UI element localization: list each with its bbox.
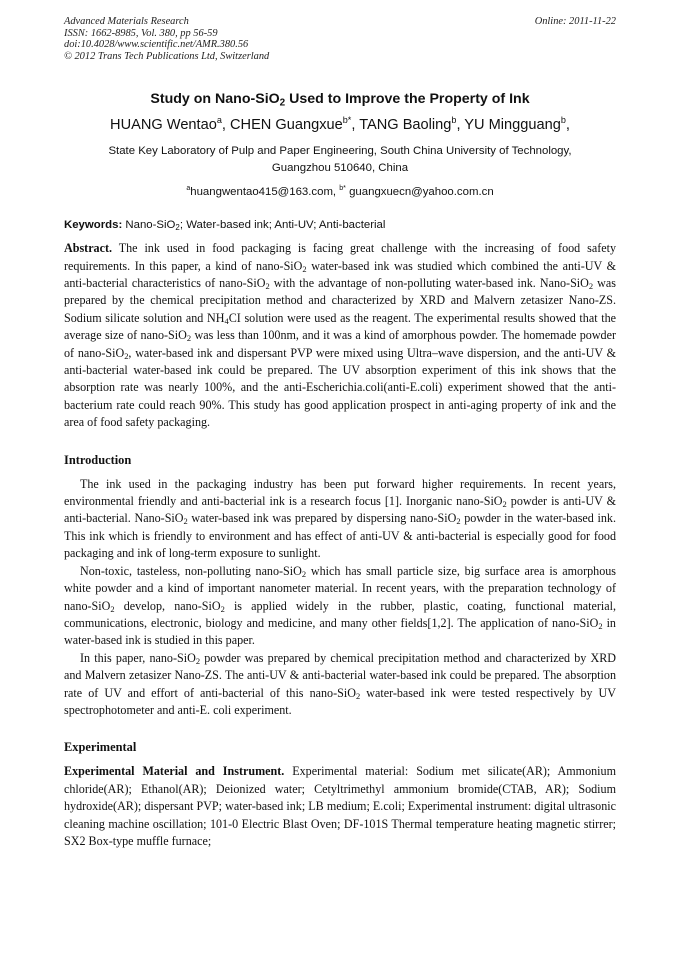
keywords-label: Keywords: [64,219,123,232]
doi-line: doi:10.4028/www.scientific.net/AMR.380.56 [64,39,249,51]
title-subscript: 2 [279,97,286,109]
affiliation [64,143,616,176]
section-heading-experimental: Experimental [64,740,137,755]
title-text: Study on Nano-SiO [150,91,280,108]
intro-paragraph: The ink used in the packaging industry has been put forward higher requirements. In recent years, environmental friendly and anti-bacterial ink is a research focus [1]. Inorganic nano-SiO$_2$ powder is anti-UV & anti-bacterial. Nano-SiO$_2$ water-based ink was prepared by dispersing nano-SiO$_2$ powder in the water-based ink. This ink which is friendly to environment and has effect of anti-UV & anti-bacterial is especially good for food packaging and ink of long-term exposure to sunlight. [64,476,617,561]
affiliation-line-1: State Key Laboratory of Pulp and Paper Engineering, South China University of Technology, [108,145,572,158]
keywords: Keywords: Nano-SiO$_2$; Water-based ink; Anti-UV; Anti-bacterial [64,219,386,233]
affiliation-line-2: Guangzhou 510640, China [271,161,409,174]
journal-name: Advanced Materials Research [64,16,189,27]
subsection-label: Experimental Material and Instrument. [64,764,285,779]
author: HUANG Wentao$^a$, [110,115,230,134]
abstract [64,240,616,431]
experimental-paragraph [64,763,616,850]
online-date: Online: 2011-11-22 [534,16,616,27]
copyright-line: © 2012 Trans Tech Publications Ltd, Switzerland [64,50,270,62]
email-b: guangxuecn@yahoo.com.cn [345,186,494,199]
email-a: huangwentao415@163.com, [190,186,340,199]
author: YU Mingguang$^b$, [464,115,570,134]
abstract-text: The ink used in food packaging is facing great challenge with the increasing of food safety requirements. In this paper, a kind of nano-SiO$_2$ water-based ink was studied which combined the anti-UV & anti-bacterial characteristics of nano-SiO$_2$ with the advantage of non-polluting water-based ink. Nano-SiO$_2$ was prepared by the chemical precipitation method and characterized by XRD and Malvern zetasizer Nano-ZS. Sodium silicate solution and $NH_4CI$ solution were used as the reagent. The experimental results showed that the average size of nano-SiO$_2$ was less than 100nm, and it was a kind of amorphous powder. The homemade powder of nano-SiO$_2$, water-based ink and dispersant PVP were mixed using Ultra–wave dispersion, and the anti-UV & anti-bacterial water-based ink could be prepared. The UV absorption experiment of this ink shows that the absorption rate was nearly 100%, and the anti-Escherichia.coli(anti-E.coli) experiment showed that the anti-bacterium rate could reach 90%. This study has good application prospect in anti-aging property of ink and the area of food safety packaging. [64,241,616,430]
author: TANG Baoling$^b$, [359,115,465,134]
section-heading-introduction: Introduction [64,452,132,467]
author-list [64,116,616,135]
intro-paragraph: Non-toxic, tasteless, non-polluting nano-SiO$_2$ which has small particle size, big surface area is amorphous white powder and a kind of important nanometer material. In recent years, with the preparation technology of nano-SiO$_2$ develop, nano-SiO$_2$ is applied widely in the rubber, plastic, coating, functional material, communications, electronic, biology and medicine, and many other fields[1,2]. The application of nano-SiO$_2$ in water-based ink is studied in this paper. [64,563,617,648]
experimental-text: Experimental material: Sodium met silicate(AR); Ammonium chloride(AR); Ethanol(AR); Deionized water; Cetyltrimethyl ammonium bromide(CTAB, AR); Sodium hydroxide(AR); dispersant PVP; water-based ink; LB medium; E.coli; Experimental instrument: digital ultrasonic cleaning machine oscillation; 101-0 Electric Blast Oven; DF-101S Thermal temperature heating magnetic stirrer; SX2 Box-type muffle furnace; [64,764,616,848]
paper-title [64,90,616,108]
author-emails: $^a$huangwentao415@163.com, $^{b*}$ guangxuecn@yahoo.com.cn [186,185,494,199]
intro-paragraph: In this paper, nano-SiO$_2$ powder was prepared by chemical precipitation method and characterized by XRD and Malvern zetasizer Nano-ZS. The anti-UV & anti-bacterial water-based ink could be prepared. The absorption rate of UV and effort of anti-bacterial of this nano-SiO$_2$ water-based ink were tested respectively by UV spectrophotometer and anti-E. coli experiment. [64,650,616,717]
abstract-label: Abstract. [64,241,113,256]
issn-line: ISSN: 1662-8985, Vol. 380, pp 56-59 [64,27,218,39]
journal-header [64,16,616,62]
title-text-end: Used to Improve the Property of Ink [285,91,530,108]
author: CHEN Guangxue$^{b*}$, [230,115,360,134]
